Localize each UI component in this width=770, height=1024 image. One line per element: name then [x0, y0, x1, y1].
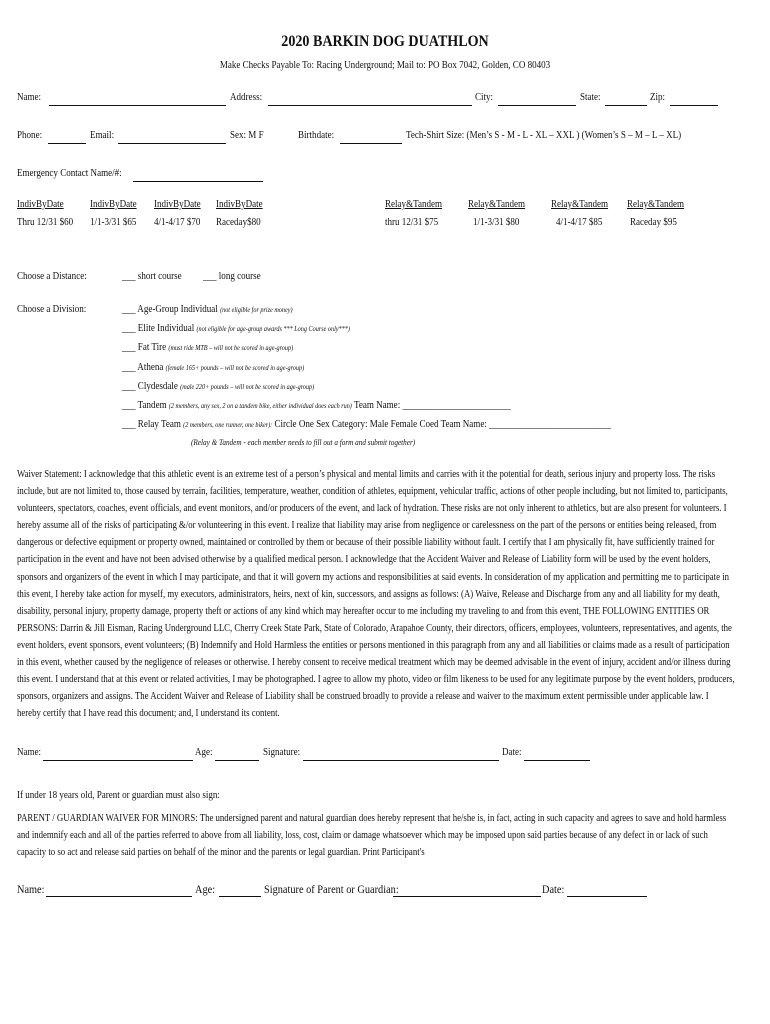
city-field[interactable]	[498, 93, 576, 111]
division-option-age-group[interactable]	[122, 304, 293, 315]
indiv-price-head: IndivByDate	[90, 199, 137, 210]
long-course-option[interactable]: ___ long course	[203, 271, 261, 282]
minor-waiver	[17, 810, 748, 861]
relay-footnote: (Relay & Tandem - each member needs to fill out a form and submit together)	[191, 438, 416, 447]
indiv-price: Raceday$80	[216, 217, 261, 228]
guardian-date-label: Date:	[542, 882, 565, 896]
state-field[interactable]	[605, 93, 647, 111]
waiver-line: dangerous or defective equipment or property owned, maintained or controlled by them or because of their possible liability without fault. I certify that I am physically fit, have sufficiently trained for	[17, 537, 715, 549]
minor-age-field[interactable]	[219, 884, 261, 902]
minor-notice: If under 18 years old, Parent or guardian must also sign:	[17, 790, 220, 801]
email-field[interactable]	[118, 131, 226, 149]
division-name: ___ Age-Group Individual	[122, 304, 218, 315]
division-name: ___ Tandem	[122, 400, 167, 411]
division-option-fat-tire[interactable]	[122, 342, 293, 353]
waiver-line: sponsors and organizers of the event in which I may participate, and that it will govern my actions and responsibilities at said events. In consideration of my application and permitting me to participate in	[17, 571, 729, 583]
participant-signature-field[interactable]	[303, 748, 499, 766]
waiver-line: participation in the event and have not been advised otherwise by a qualified medical person. I acknowledge that the Accident Waiver and Release of Liability form will be used by the event holders,	[17, 554, 711, 566]
phone-field[interactable]	[48, 131, 86, 149]
division-option-tandem[interactable]	[122, 400, 511, 411]
division-note: (male 220+ pounds – will not be scored in age-group)	[180, 383, 315, 391]
waiver-line: disability, personal injury, property damage, property theft or actions of any kind which may hereafter occur to me including my traveling to and from this event, THE FOLLOWING ENTITIES OR	[17, 605, 710, 617]
division-name: ___ Relay Team	[122, 419, 181, 430]
division-name: ___ Elite Individual	[122, 323, 195, 334]
division-label: Choose a Division:	[17, 304, 87, 315]
phone-label: Phone:	[17, 130, 43, 141]
waiver-line: this event. I understand that at this event or related activities, I may be photographed. I agree to allow my photo, video or film likeness to be used for any legitimate purpose by the event holders, producers,	[17, 674, 735, 686]
address-label: Address:	[230, 92, 263, 103]
relay-price: Raceday $95	[630, 217, 677, 228]
minor-name-field[interactable]	[46, 884, 192, 902]
name-label: Name:	[17, 92, 42, 103]
waiver-line: hereby certify that I have read this document; and, I understand its content.	[17, 708, 280, 720]
indiv-price-head: IndivByDate	[17, 199, 64, 210]
tandem-team-name-field[interactable]: Team Name: ________________________	[353, 400, 511, 411]
relay-price-head: Relay&Tandem	[385, 199, 443, 210]
guardian-signature-field[interactable]	[393, 884, 541, 902]
waiver-line: sponsors, organizers and assigns. The Accident Waiver and Release of Liability shall be construed broadly to provide a release and waiver to the maximum extent permissible under applicable law. I	[17, 691, 709, 703]
division-note: (2 members, one runner, one biker):	[183, 421, 273, 429]
guardian-signature-label: Signature of Parent or Guardian:	[264, 882, 399, 896]
zip-label: Zip:	[650, 92, 666, 103]
waiver-line: Waiver Statement: I acknowledge that this athletic event is an extreme test of a person’s physical and mental limits and carries with it the potential for death, serious injury and property loss. The risks	[17, 469, 716, 480]
participant-signature-label: Signature:	[263, 747, 301, 758]
address-field[interactable]	[268, 93, 472, 111]
indiv-price-head: IndivByDate	[216, 199, 263, 210]
minor-waiver-line: and indemnify each and all of the parties referred to above from all liability, loss, cost, claim or damage whatsoever which may be imposed upon said parties because of any defect in or lack of such	[17, 830, 708, 842]
division-note: (not eligible for age-group awards *** Long Course only***)	[196, 325, 350, 333]
indiv-price-head: IndivByDate	[154, 199, 201, 210]
division-name: ___ Athena	[122, 362, 164, 373]
emergency-contact-field[interactable]	[133, 169, 263, 187]
participant-name-label: Name:	[17, 747, 42, 758]
waiver-line: event holders, event sponsors, event volunteers; (B) Indemnify and Hold Harmless the entities or persons mentioned in this paragraph from any and all liabilities or claims made as a result of participation	[17, 639, 730, 651]
relay-price-head: Relay&Tandem	[627, 199, 685, 210]
state-label: State:	[580, 92, 601, 103]
waiver-statement	[17, 466, 748, 722]
mailing-instructions: Make Checks Payable To: Racing Underground; Mail to: PO Box 7042, Golden, CO 80403	[219, 60, 551, 71]
participant-age-label: Age:	[195, 747, 213, 758]
division-note: (not eligible for prize money)	[220, 306, 293, 314]
waiver-line: include, but are not limited to, those caused by terrain, facilities, temperature, weather, condition of athletes, equipment, vehicular traffic, actions of other people including, but not limited to, participants,	[17, 486, 728, 498]
division-note: (female 165+ pounds – will not be scored in age-group)	[165, 364, 305, 372]
minor-age-label: Age:	[195, 882, 216, 896]
waiver-line: in this event, whether caused by the negligence of releases or otherwise. I hereby consent to receive medical treatment which may be deemed advisable in the event of injury, accident and/or illness during	[17, 657, 731, 669]
birthdate-field[interactable]	[340, 131, 402, 149]
participant-date-field[interactable]	[524, 748, 590, 766]
indiv-price: 1/1-3/31 $65	[90, 217, 137, 228]
relay-price: thru 12/31 $75	[385, 217, 439, 228]
minor-waiver-line: PARENT / GUARDIAN WAIVER FOR MINORS: The undersigned parent and natural guardian does hereby represent that he/she is, in fact, acting in such capacity and agrees to save and hold harmless	[17, 813, 727, 824]
waiver-line: this event, I hereby take action for myself, my executors, administrators, heirs, next of kin, successors, and assigns as follows: (A) Waive, Release and Discharge from any and all liability for my death,	[17, 588, 720, 600]
participant-date-label: Date:	[502, 747, 522, 758]
relay-price-head: Relay&Tandem	[468, 199, 526, 210]
division-name: ___ Fat Tire	[122, 342, 167, 353]
participant-age-field[interactable]	[215, 748, 259, 766]
guardian-date-field[interactable]	[567, 884, 647, 902]
short-course-option[interactable]: ___ short course	[122, 271, 182, 282]
relay-category-and-team-field[interactable]: Circle One Sex Category: Male Female Coed Team Name: ___________________________	[274, 419, 612, 430]
sex-selector[interactable]: Sex: M F	[230, 130, 264, 141]
waiver-line: hereby assume all of the risks of participating &/or volunteering in this event. I realize that liability may arise from negligence or carelessness on the part of the persons or entities being released, from	[17, 520, 717, 532]
minor-name-label: Name:	[17, 882, 45, 896]
zip-field[interactable]	[670, 93, 718, 111]
participant-name-field[interactable]	[43, 748, 193, 766]
indiv-price: 4/1-4/17 $70	[154, 217, 201, 228]
division-option-athena[interactable]	[122, 362, 304, 373]
tshirt-size-selector[interactable]: Tech-Shirt Size: (Men’s S - M - L - XL – XXL ) (Women’s S – M – L – XL)	[406, 130, 682, 141]
relay-price: 4/1-4/17 $85	[556, 217, 603, 228]
page-title: 2020 BARKIN DOG DUATHLON	[281, 33, 489, 50]
waiver-line: volunteers, spectators, coaches, event officials, and event monitors, and/or producers of the event, and lack of hydration. These risks are not only inherent to athletics, but are also present for volunteers. I	[17, 503, 727, 515]
distance-label: Choose a Distance:	[17, 271, 87, 282]
waiver-line: PERSONS: Darrin & Jill Eisman, Racing Underground LLC, Cherry Creek State Park, State of Colorado, Arapahoe County, their directors, officers, employees, volunteers, representatives, and agents, the	[17, 622, 732, 634]
city-label: City:	[475, 92, 494, 103]
relay-price: 1/1-3/31 $80	[473, 217, 520, 228]
emergency-contact-label: Emergency Contact Name/#:	[17, 168, 122, 179]
division-note: (2 members, any sex, 2 on a tandem bike, either individual does each run)	[168, 402, 352, 410]
indiv-price: Thru 12/31 $60	[17, 217, 74, 228]
division-option-clydesdale[interactable]	[122, 381, 314, 392]
email-label: Email:	[90, 130, 115, 141]
minor-waiver-line: capacity to so act and release said parties on behalf of the minor and the parents or legal guardian. Print Participant's	[17, 847, 425, 859]
division-note: (must ride MTB – will not be scored in age-group)	[168, 344, 294, 352]
division-name: ___ Clydesdale	[122, 381, 178, 392]
division-option-elite[interactable]	[122, 323, 350, 334]
birthdate-label: Birthdate:	[298, 130, 335, 141]
division-option-relay[interactable]	[122, 419, 611, 430]
relay-price-head: Relay&Tandem	[551, 199, 609, 210]
name-field[interactable]	[49, 93, 226, 111]
